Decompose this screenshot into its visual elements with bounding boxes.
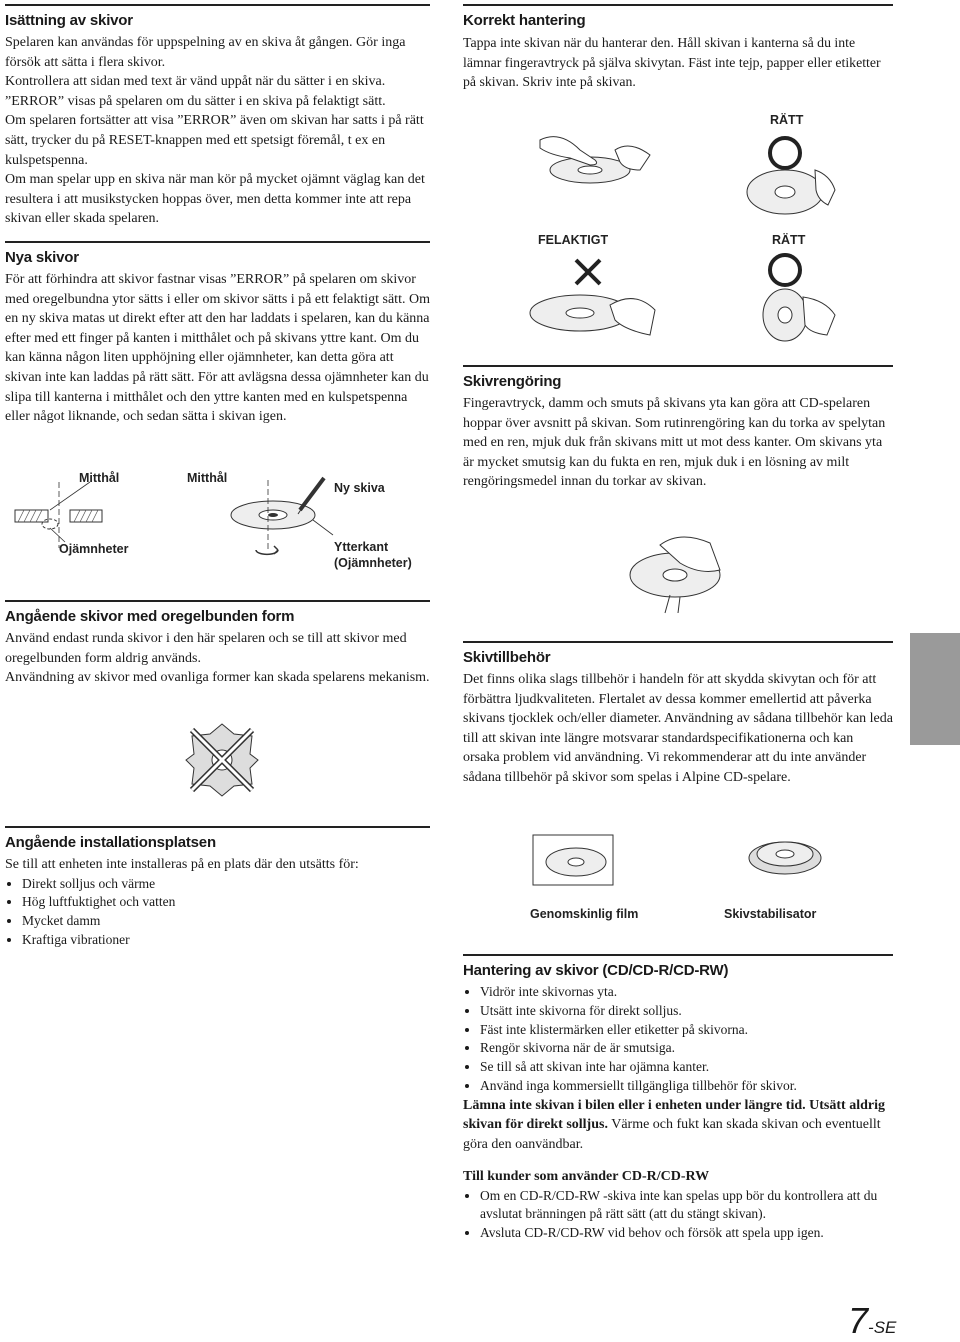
warning-normal-text: Värme och fukt kan skada skivan och eventuellt göra den oanvändbar.: [463, 1117, 881, 1152]
caption-film: Genomskinlig film: [530, 907, 639, 921]
section-isattning: [5, 4, 430, 229]
caption-felaktigt: FELAKTIGT: [538, 233, 609, 247]
list-item: • Vidrör inte skivornas yta.: [480, 983, 893, 1002]
para-korrekt-hantering: Tappa inte skivan när du hanterar den. Håll skivan i kanterna så du inte lämnar fingeravtryck på själva skivytan. Fäst inte tejp, papper eller etiketter på skivan. Skriv inte på skivan.: [463, 35, 881, 89]
hand-disc-illustration: [520, 120, 660, 200]
heading-nya-skivor: Nya skivor: [5, 249, 79, 266]
para-isattning-5: Om man spelar upp en skiva när man kör på mycket ojämnt väglag kan det resultera i att musikstycken hoppas över, men detta kommer inte att repa skivan eller skada spelaren.: [5, 172, 425, 227]
section-installation: [5, 826, 430, 950]
cdr-list: [463, 1187, 893, 1243]
para-isattning-2: Kontrollera att sidan med text är vänd uppåt när du sätter i en skiva.: [5, 74, 386, 90]
page-number-suffix: -SE: [868, 1318, 897, 1337]
caption-mitthal-1: Mitthål: [79, 471, 120, 485]
hand-edge-disc-illustration: [730, 160, 840, 220]
correct-circle-icon-2: [765, 250, 805, 290]
heading-skivtillbehor: Skivtillbehör: [463, 649, 551, 666]
caption-ratt-2: RÄTT: [772, 233, 806, 247]
para-isattning-1: Spelaren kan användas för uppspelning av en skiva åt gången. Gör inga försök att sätta i flera skivor.: [5, 35, 406, 70]
hand-edge-disc-illustration-2: [745, 285, 845, 345]
disc-cross-section-illustration: [10, 480, 110, 550]
caption-ny-skiva: Ny skiva: [334, 481, 385, 495]
heading-oregelbunden: Angående skivor med oregelbunden form: [5, 608, 295, 625]
transparent-film-illustration: [528, 830, 618, 890]
heading-hantering-cd: Hantering av skivor (CD/CD-R/CD-RW): [463, 962, 729, 979]
caption-ojamnheter: Ojämnheter: [59, 542, 129, 556]
disc-stabilizer-illustration: [745, 830, 825, 880]
para-oregelbunden-2: Användning av skivor med ovanliga former kan skada spelarens mekanism.: [5, 670, 430, 686]
section-oregelbunden: [5, 600, 430, 688]
list-item: • Utsätt inte skivorna för direkt solljus.: [480, 1002, 893, 1021]
caption-ytterkant-sub: (Ojämnheter): [334, 556, 412, 570]
page-number-main: 7: [848, 1300, 869, 1341]
page-number: [848, 1300, 896, 1342]
warning-bold-text: Lämna inte skivan i bilen eller i enheten under längre tid. Utsätt aldrig skivan för direkt solljus.: [463, 1097, 885, 1133]
subheading-cdr: Till kunder som använder CD-R/CD-RW: [463, 1168, 710, 1184]
hand-surface-disc-illustration: [520, 285, 660, 345]
para-isattning-3: ”ERROR” visas på spelaren om du sätter i en skiva på felaktigt sätt.: [5, 93, 386, 109]
disc-pen-illustration: [228, 470, 338, 565]
para-oregelbunden-1: Använd endast runda skivor i den här spelaren och se till att skivor med oregelbunden form aldrig används.: [5, 631, 407, 666]
hantering-list: [463, 983, 893, 1096]
section-korrekt-hantering: [463, 4, 893, 92]
installation-list: [5, 875, 430, 950]
heading-skivrengoring: Skivrengöring: [463, 373, 562, 390]
heading-installation: Angående installationsplatsen: [5, 834, 216, 851]
heading-isattning: Isättning av skivor: [5, 12, 133, 29]
list-item: • Avsluta CD-R/CD-RW vid behov och försök att spela upp igen.: [480, 1224, 893, 1243]
caption-mitthal-2: Mitthål: [187, 471, 228, 485]
section-skivtillbehor: [463, 641, 893, 788]
irregular-disc-illustration: [182, 720, 262, 800]
list-item: • Mycket damm: [22, 912, 430, 931]
cleaning-illustration: [620, 525, 740, 615]
list-item: • Direkt solljus och värme: [22, 875, 430, 894]
caption-ytterkant: Ytterkant: [334, 540, 389, 554]
para-installation: Se till att enheten inte installeras på en plats där den utsätts för:: [5, 857, 359, 872]
caption-stabilisator: Skivstabilisator: [724, 907, 817, 921]
heading-korrekt-hantering: Korrekt hantering: [463, 12, 586, 29]
list-item: • Använd inga kommersiellt tillgängliga tillbehör för skivor.: [480, 1077, 893, 1096]
side-tab-marker: [910, 633, 960, 745]
list-item: • Rengör skivorna när de är smutsiga.: [480, 1039, 893, 1058]
section-skivrengoring: [463, 365, 893, 492]
list-item: • Se till så att skivan inte har ojämna kanter.: [480, 1058, 893, 1077]
wrong-x-icon: [572, 256, 604, 288]
list-item: • Fäst inte klistermärken eller etiketter på skivorna.: [480, 1021, 893, 1040]
list-item: • Kraftiga vibrationer: [22, 931, 430, 950]
para-nya-skivor: För att förhindra att skivor fastnar visas ”ERROR” på spelaren om skivor med oregelbundna ytor sätts i eller om skivor sätts i på ett felaktigt sätt. Om en ny skiva matas ut direkt efter att den har laddats i spelaren, kan du känna efter med ett finger på kanten i mitthålet och på skivans yttre kant. Om du kan känna någon liten upphöjning eller ojämnheter, kan detta göra att skivan inte kan laddas på rätt sätt. För att avlägsna dessa ojämnheter kan du slipa till kanterna i mitthålet och den yttre kanten med en kulspetspenna eller något liknande, och sedan sätta i skivan igen.: [5, 272, 430, 425]
list-item: • Hög luftfuktighet och vatten: [22, 893, 430, 912]
list-item: • Om en CD-R/CD-RW -skiva inte kan spelas upp bör du kontrollera att du avslutat bränningen på rätt sätt (att du stängt skivan).: [480, 1187, 893, 1225]
para-skivrengoring: Fingeravtryck, damm och smuts på skivans yta kan göra att CD-spelaren hoppar över avsnitt på skivan. Som rutinrengöring kan du torka av spelytan med en ren, mjuk duk från skivans mitt ut mot dess kanter. Om skivans yta är mycket smutsig kan du fukta en ren, mjuk duk i en lösning av milt rengöringsmedel innan du torkar av skivan.: [463, 396, 886, 490]
section-hantering-cd: [463, 954, 893, 1243]
para-isattning-4: Om spelaren fortsätter att visa ”ERROR” även om skivan har satts i på rätt sätt, trycker du på RESET-knappen med ett spetsigt föremål, t ex en kulspetspenna.: [5, 113, 424, 168]
para-skivtillbehor: Det finns olika slags tillbehör i handeln för att skydda skivytan och för att förbättra ljudkvaliteten. Flertalet av dessa kommer emellertid att påverka skivans tjocklek och/eller diameter. Användning av sådana tillbehör kan leda till att skivan inte längre motsvarar standardspecifikationerna och kan orsaka problem vid användning. Vi rekommenderar att du inte använder sådana tillbehör på skivor som spelas i Alpine CD-spelare.: [463, 672, 893, 785]
section-nya-skivor: [5, 241, 430, 427]
caption-ratt-1: RÄTT: [770, 113, 804, 127]
para-warning: [463, 1096, 893, 1155]
